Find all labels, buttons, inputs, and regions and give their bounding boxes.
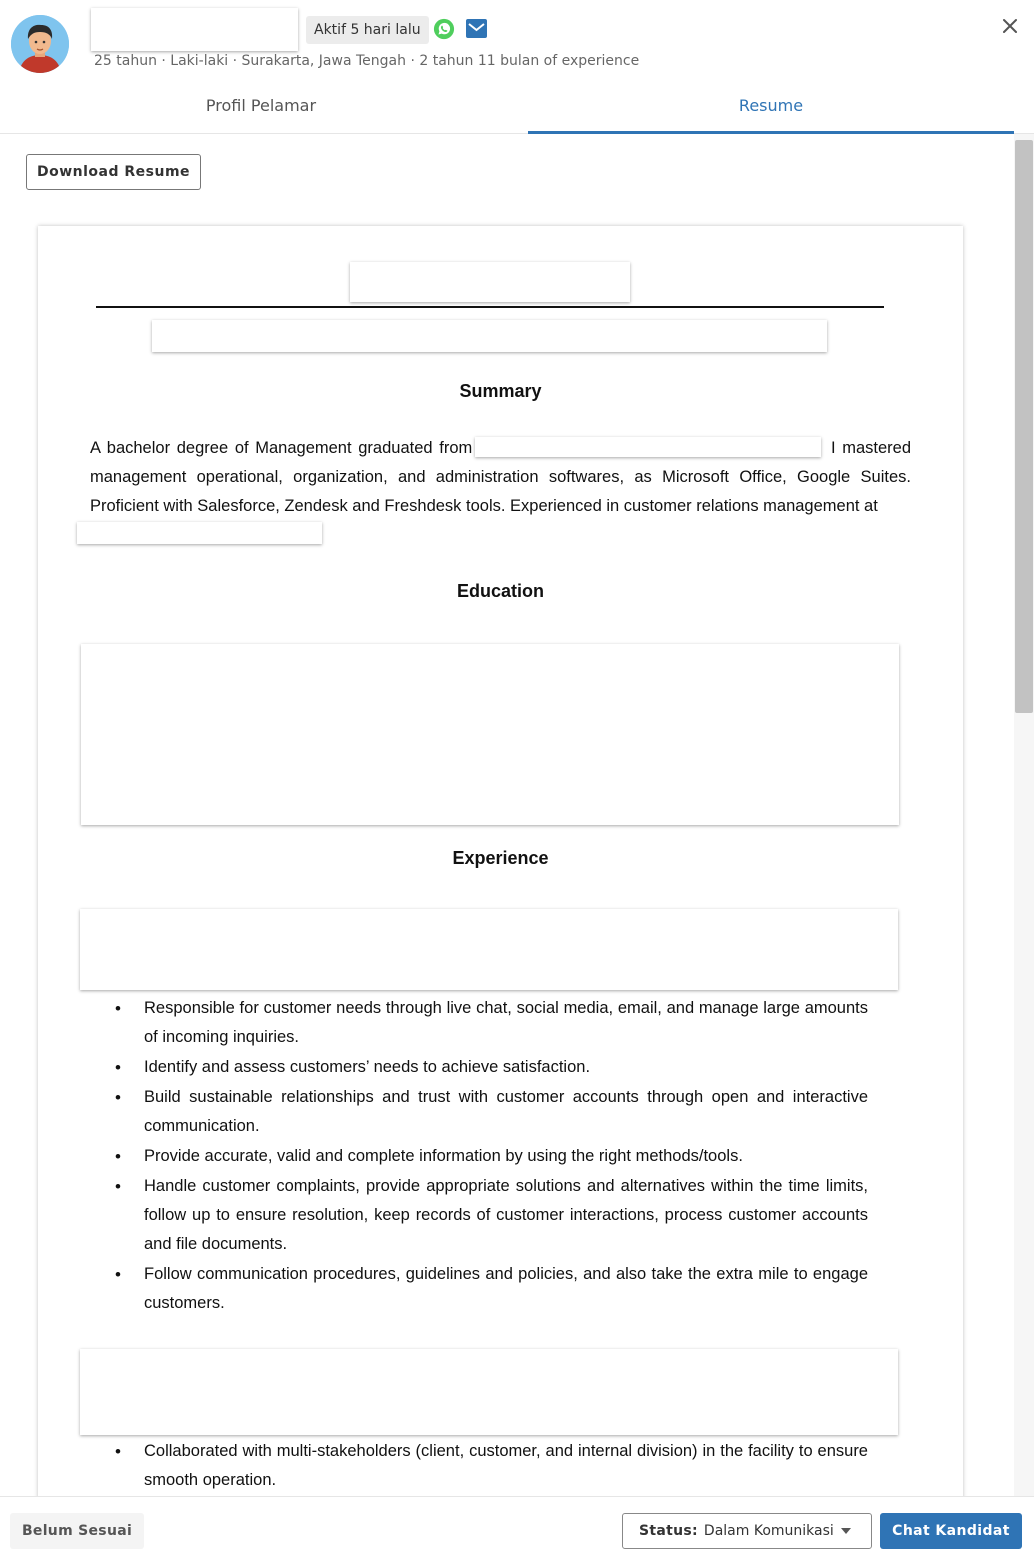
list-item: • Responsible for customer needs through live chat, social media, email, and manage large amounts of incoming inquiries. (144, 994, 868, 1052)
summary-text-end: I mastered management operational, organization, and administration softwares, as Microsoft Office, Google Suites. Proficient with Salesforce, Zendesk and Freshdesk tools. Experienced in customer relations management at (90, 439, 912, 515)
scrollbar-thumb[interactable] (1015, 140, 1033, 713)
experience-2-header-redacted (80, 1349, 898, 1435)
chevron-down-icon (841, 1528, 851, 1534)
header-divider (96, 306, 884, 308)
list-item: • Provide accurate, valid and complete information by using the right methods/tools. (144, 1142, 868, 1171)
list-item: • Build sustainable relationships and trust with customer accounts through open and interactive communication. (144, 1083, 868, 1141)
summary-title: Summary (459, 381, 542, 401)
list-item: • Collaborated with multi-stakeholders (client, customer, and internal division) in the facility to ensure smooth operation. (144, 1437, 868, 1495)
education-details-redacted (81, 644, 899, 825)
education-title: Education (456, 581, 544, 601)
action-footer (0, 1496, 1034, 1560)
list-item: • Identify and assess customers’ needs to achieve satisfaction. (144, 1053, 868, 1082)
experience-1-header-redacted (80, 909, 898, 990)
university-redacted (475, 437, 821, 457)
status-dropdown[interactable] (622, 1513, 872, 1549)
active-status-badge: Aktif 5 hari lalu (306, 16, 429, 44)
reject-button[interactable]: Belum Sesuai (10, 1513, 144, 1549)
tab-resume[interactable]: Resume (528, 86, 1014, 134)
avatar (11, 15, 69, 73)
experience-1-duties (144, 994, 868, 1319)
contact-info-redacted (152, 320, 827, 352)
company-redacted (77, 522, 322, 544)
tab-profil-pelamar[interactable]: Profil Pelamar (205, 96, 317, 115)
list-item: • Handle customer complaints, provide appropriate solutions and alternatives within the time limits, follow up to ensure resolution, keep records of customer interactions, process customer accounts and file documents. (144, 1172, 868, 1259)
chat-candidate-button[interactable]: Chat Kandidat (880, 1513, 1022, 1549)
avatar-illustration (11, 15, 69, 73)
experience-2-duties (144, 1437, 868, 1496)
summary-paragraph (90, 434, 911, 521)
candidate-name-redacted (91, 8, 298, 51)
whatsapp-icon[interactable] (433, 18, 455, 40)
candidate-meta: 25 tahun · Laki-laki · Surakarta, Jawa Tengah · 2 tahun 11 bulan of experience (94, 53, 640, 69)
close-icon[interactable] (998, 14, 1022, 38)
status-value: Dalam Komunikasi (703, 1523, 834, 1539)
resume-name-redacted (350, 262, 630, 302)
summary-text-start: A bachelor degree of Management graduated from (90, 439, 473, 457)
resume-document (38, 226, 963, 1516)
candidate-header (0, 0, 1034, 134)
list-item: • Follow communication procedures, guidelines and policies, and also take the extra mile to engage customers. (144, 1260, 868, 1318)
mail-icon[interactable] (466, 19, 487, 38)
experience-title: Experience (452, 848, 549, 868)
download-resume-button[interactable]: Download Resume (26, 154, 201, 190)
status-label: Status: (639, 1523, 698, 1539)
